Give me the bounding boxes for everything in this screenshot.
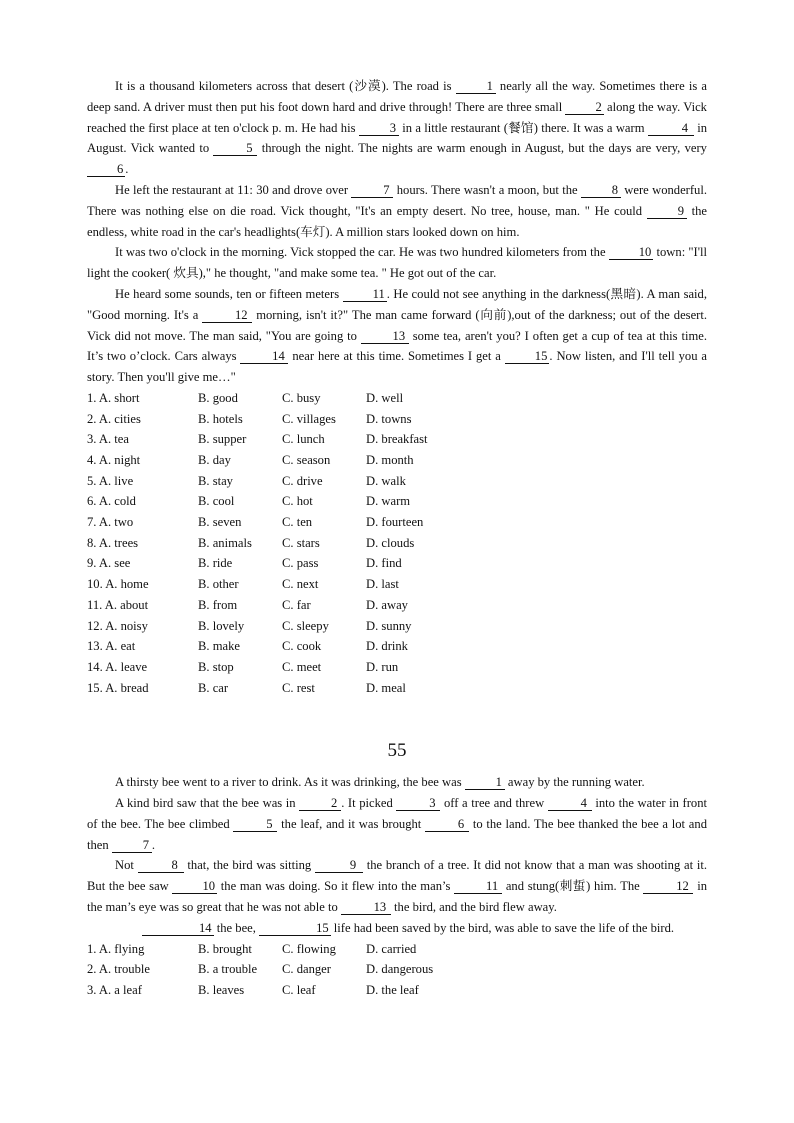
option-c: C. drive: [282, 473, 323, 488]
option-d: D. month: [366, 453, 414, 468]
blank-8: 8: [581, 183, 621, 198]
option-row: [87, 553, 707, 574]
option-b: B. other: [198, 577, 239, 592]
option-d: D. walk: [366, 473, 406, 488]
option-a: 6. A. cold: [87, 494, 136, 509]
option-d: D. drink: [366, 639, 408, 654]
option-b: B. seven: [198, 515, 242, 530]
blank-12: 12: [202, 308, 252, 323]
option-row: [87, 616, 707, 637]
option-row: [87, 512, 707, 533]
option-b: B. ride: [198, 556, 233, 571]
option-d: D. towns: [366, 411, 412, 426]
option-d: D. away: [366, 597, 408, 612]
option-c: C. villages: [282, 411, 336, 426]
option-a: 10. A. home: [87, 577, 149, 592]
option-b: B. leaves: [198, 983, 245, 998]
blank-14: 14: [142, 921, 214, 936]
option-d: D. run: [366, 659, 399, 674]
blank-12: 12: [643, 879, 693, 894]
blank-6: 6: [425, 817, 469, 832]
option-a: 2. A. trouble: [87, 962, 150, 977]
blank-2: 2: [565, 100, 603, 115]
paragraph: It is a thousand kilometers across that desert (沙漠). The road is 1 nearly all the way. Sometimes there is a deep sand. A driver must then put his foot down hard and drive through! There are three small 2 along the way. Vick reached the first place at ten o'clock p. m. He had his 3 in a little restaurant (餐馆) there. It was a warm 4 in August. Vick wanted to 5 through the night. The nights are warm enough in August, but the days are very, very 6 .: [87, 79, 707, 177]
blank-5: 5: [233, 817, 277, 832]
option-a: 2. A. cities: [87, 411, 141, 426]
option-d: D. warm: [366, 494, 411, 509]
option-d: D. dangerous: [366, 962, 434, 977]
option-a: 3. A. tea: [87, 432, 129, 447]
option-row: [87, 409, 707, 430]
blank-10: 10: [172, 879, 217, 894]
paragraph: He heard some sounds, ten or fifteen meters 11 . He could not see anything in the darkness(黑暗). A man said, "Good morning. It's a 12 morning, isn't it?" The man came forward (向前),out of the darkness; out of the desert. Vick did not move. The man said, "You are going to 13 some tea, aren't you? I often get a cup of tea at this time. It’s two o’clock. Cars always 14 near here at this time. Sometimes I get a 15 . Now listen, and I'll tell you a story. Then you'll give me…": [87, 286, 708, 385]
option-row: [87, 533, 707, 554]
option-b: B. lovely: [198, 618, 245, 633]
blank-1: 1: [456, 79, 496, 94]
option-b: B. stop: [198, 659, 234, 674]
option-row: [87, 939, 707, 960]
option-c: C. meet: [282, 659, 322, 674]
blank-8: 8: [138, 858, 184, 873]
blank-15: 15: [259, 921, 331, 936]
option-c: C. sleepy: [282, 618, 329, 633]
option-row: [87, 574, 707, 595]
option-d: D. sunny: [366, 618, 412, 633]
option-d: D. the leaf: [366, 983, 419, 998]
option-a: 1. A. flying: [87, 941, 145, 956]
blank-3: 3: [396, 796, 440, 811]
blank-14: 14: [240, 349, 288, 364]
option-d: D. find: [366, 556, 402, 571]
option-row: [87, 657, 707, 678]
option-d: D. well: [366, 390, 404, 405]
option-c: C. lunch: [282, 432, 325, 447]
option-b: B. stay: [198, 473, 233, 488]
option-row: [87, 491, 707, 512]
option-c: C. far: [282, 597, 311, 612]
blank-13: 13: [361, 329, 409, 344]
passage-2-last-line: 14 the bee, 15 life had been saved by the bird, was able to save the life of the bird.: [87, 918, 707, 939]
blank-6: 6: [87, 162, 125, 177]
option-b: B. hotels: [198, 411, 243, 426]
option-row: [87, 980, 707, 1001]
option-b: B. supper: [198, 432, 247, 447]
option-a: 8. A. trees: [87, 535, 139, 550]
option-a: 3. A. a leaf: [87, 983, 142, 998]
option-row: [87, 450, 707, 471]
option-c: C. hot: [282, 494, 313, 509]
paragraph: It was two o'clock in the morning. Vick stopped the car. He was two hundred kilometers from the 10 town: "I'll light the cooker( 炊具)," he thought, "and make some tea. " He got out of the car.: [87, 245, 707, 281]
option-c: C. flowing: [282, 941, 336, 956]
option-b: B. brought: [198, 941, 252, 956]
option-b: B. day: [198, 453, 231, 468]
option-row: [87, 595, 707, 616]
option-a: 5. A. live: [87, 473, 134, 488]
option-d: D. meal: [366, 680, 406, 695]
option-c: C. danger: [282, 962, 331, 977]
option-a: 15. A. bread: [87, 680, 149, 695]
option-row: [87, 678, 707, 699]
option-row: [87, 959, 707, 980]
blank-7: 7: [112, 838, 152, 853]
blank-4: 4: [548, 796, 592, 811]
blank-7: 7: [351, 183, 393, 198]
option-d: D. fourteen: [366, 515, 424, 530]
paragraph: He left the restaurant at 11: 30 and drove over 7 hours. There wasn't a moon, but the 8 were wonderful. There was nothing else on die road. Vick thought, "It's an empty desert. No tree, house, man. " He could 9 the endless, white road in the car's headlights(车灯). A million stars looked down on him.: [87, 182, 708, 239]
passage-1-options: [87, 388, 707, 698]
option-b: B. car: [198, 680, 229, 695]
option-d: D. clouds: [366, 535, 415, 550]
blank-9: 9: [647, 204, 687, 219]
option-c: C. rest: [282, 680, 315, 695]
blank-11: 11: [454, 879, 502, 894]
option-c: C. busy: [282, 390, 321, 405]
option-row: [87, 388, 707, 409]
blank-9: 9: [315, 858, 363, 873]
blank-13: 13: [341, 900, 391, 915]
paragraph: A kind bird saw that the bee was in 2 . It picked 3 off a tree and threw 4 into the water in front of the bee. The bee climbed 5 the leaf, and it was brought 6 to the land. The bee thanked the bee a lot and then 7 .: [87, 796, 707, 852]
option-c: C. cook: [282, 639, 322, 654]
option-b: B. good: [198, 390, 238, 405]
option-a: 7. A. two: [87, 515, 134, 530]
option-d: D. breakfast: [366, 432, 428, 447]
blank-15: 15: [505, 349, 550, 364]
option-a: 1. A. short: [87, 390, 140, 405]
option-d: D. last: [366, 577, 399, 592]
section-number: 55: [387, 740, 407, 762]
blank-4: 4: [648, 121, 694, 136]
passage-2-options: [87, 939, 707, 1001]
blank-2: 2: [299, 796, 341, 811]
option-c: C. ten: [282, 515, 313, 530]
option-row: [87, 429, 707, 450]
passage-2-text: [87, 772, 707, 918]
option-c: C. pass: [282, 556, 319, 571]
option-a: 14. A. leave: [87, 659, 148, 674]
option-b: B. from: [198, 597, 238, 612]
option-c: C. stars: [282, 535, 320, 550]
option-a: 13. A. eat: [87, 639, 136, 654]
option-c: C. season: [282, 453, 331, 468]
option-d: D. carried: [366, 941, 417, 956]
blank-3: 3: [359, 121, 399, 136]
option-b: B. animals: [198, 535, 252, 550]
option-a: 9. A. see: [87, 556, 131, 571]
blank-11: 11: [343, 287, 387, 302]
option-b: B. make: [198, 639, 240, 654]
blank-10: 10: [609, 245, 654, 260]
blank-5: 5: [213, 141, 257, 156]
paragraph: Not 8 that, the bird was sitting 9 the branch of a tree. It did not know that a man was shooting at it. But the bee saw 10 the man was doing. So it flew into the man’s 11 and stung(刺蜇) him. The 12 in the man’s eye was so great that he was not able to 13 the bird, and the bird flew away.: [87, 858, 708, 915]
option-a: 12. A. noisy: [87, 618, 148, 633]
option-c: C. next: [282, 577, 319, 592]
option-b: B. a trouble: [198, 962, 258, 977]
option-b: B. cool: [198, 494, 235, 509]
blank-1: 1: [465, 775, 505, 790]
option-a: 4. A. night: [87, 453, 141, 468]
document-page: [87, 76, 707, 1001]
passage-1-text: [87, 76, 707, 388]
option-c: C. leaf: [282, 983, 316, 998]
option-row: [87, 471, 707, 492]
paragraph: A thirsty bee went to a river to drink. As it was drinking, the bee was 1 away by the running water.: [115, 775, 645, 790]
option-row: [87, 636, 707, 657]
option-a: 11. A. about: [87, 597, 149, 612]
